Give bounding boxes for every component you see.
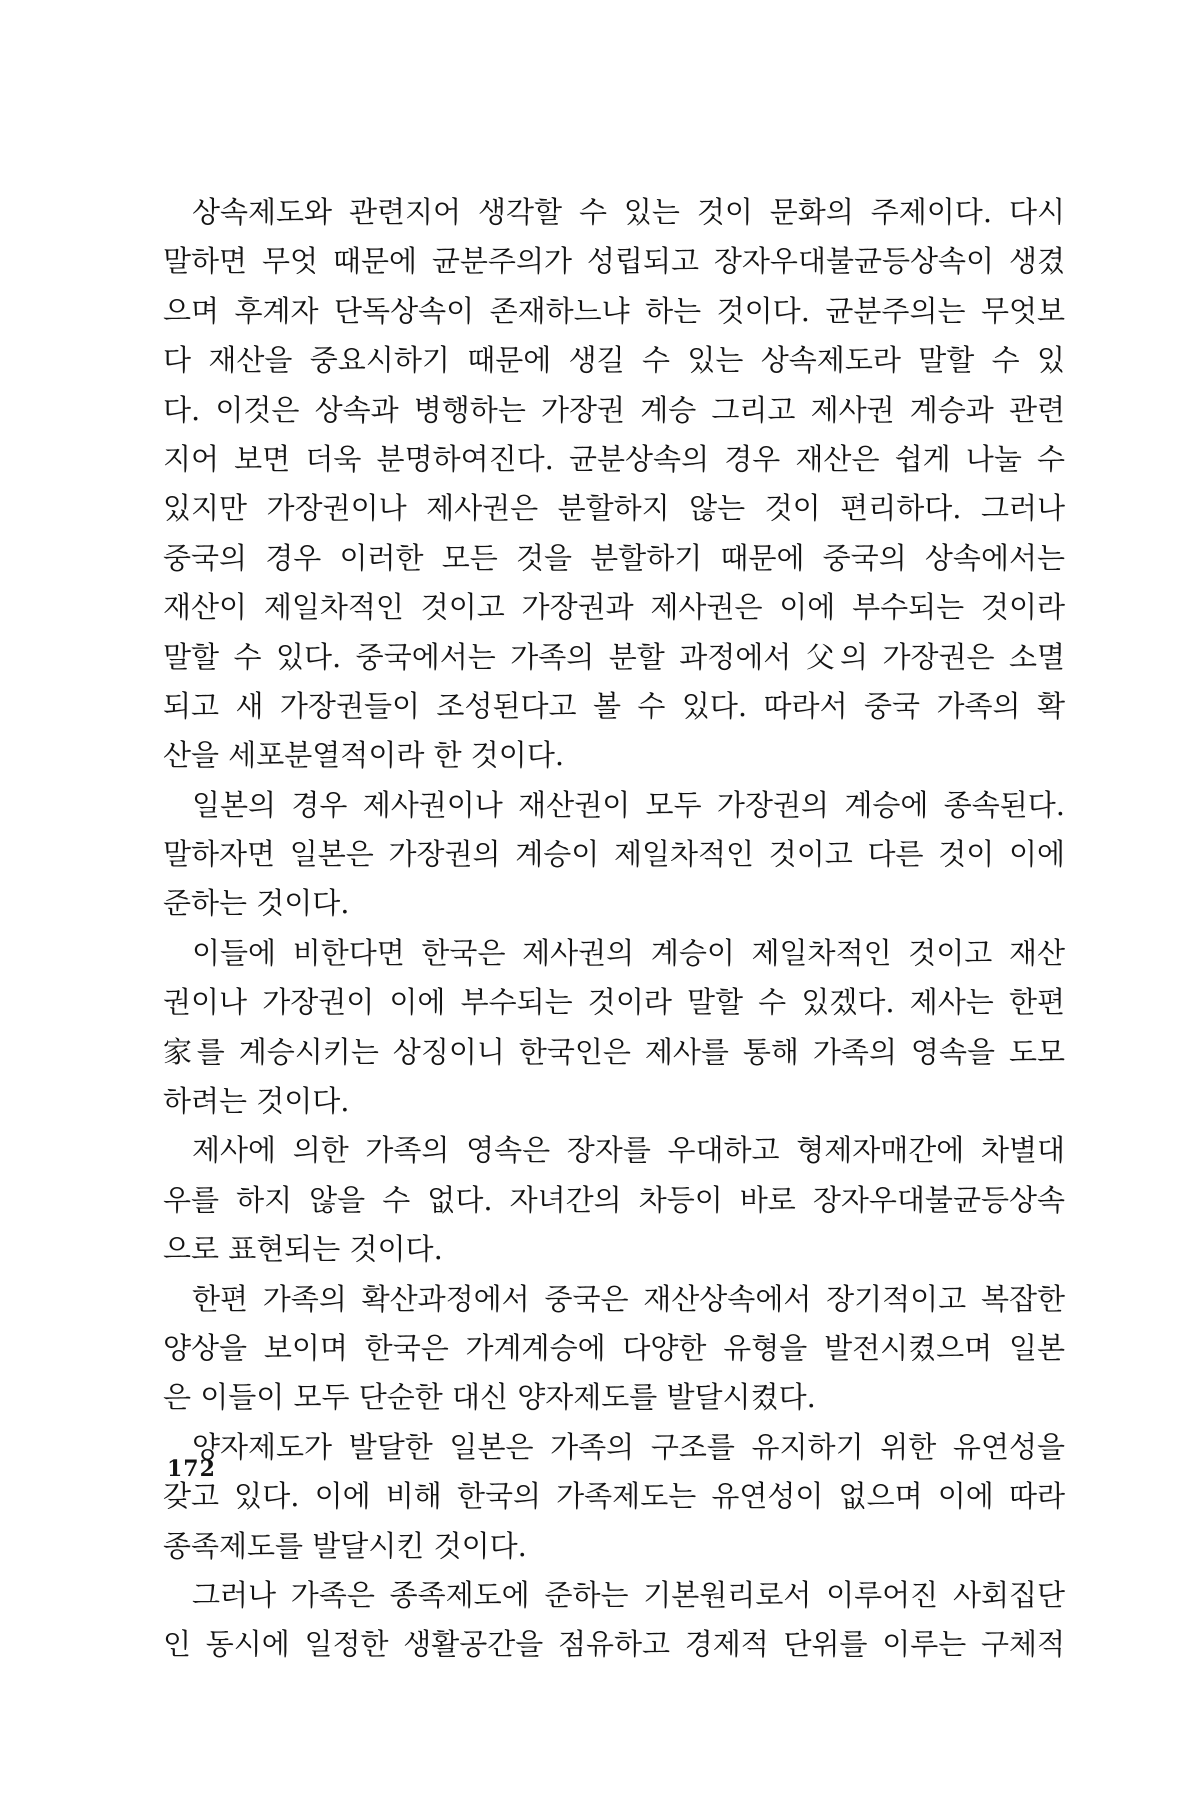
text-line: 말할 수 있다. 중국에서는 가족의 분할 과정에서 父의 가장권은 소멸 — [163, 639, 1065, 674]
text-line: 다. 이것은 상속과 병행하는 가장권 계승 그리고 제사권 계승과 관련 — [163, 392, 1065, 427]
text-line: 우를 하지 않을 수 없다. 자녀간의 차등이 바로 장자우대불균등상속 — [163, 1182, 1065, 1217]
text-line: 재산이 제일차적인 것이고 가장권과 제사권은 이에 부수되는 것이라 — [163, 590, 1065, 625]
text-line: 되고 새 가장권들이 조성된다고 볼 수 있다. 따라서 중국 가족의 확 — [163, 688, 1065, 723]
text-line: 종족제도를 발달시킨 것이다. — [163, 1528, 527, 1563]
text-line: 준하는 것이다. — [163, 886, 350, 921]
text-line: 말하면 무엇 때문에 균분주의가 성립되고 장자우대불균등상속이 생겼 — [163, 244, 1065, 279]
text-line: 으로 표현되는 것이다. — [163, 1232, 443, 1267]
text-line: 으며 후계자 단독상속이 존재하느냐 하는 것이다. 균분주의는 무엇보 — [163, 293, 1065, 328]
text-line: 인 동시에 일정한 생활공간을 점유하고 경제적 단위를 이루는 구체적 — [163, 1627, 1065, 1662]
text-line: 중국의 경우 이러한 모든 것을 분할하기 때문에 중국의 상속에서는 — [163, 540, 1065, 575]
text-line: 이들에 비한다면 한국은 제사권의 계승이 제일차적인 것이고 재산 — [192, 935, 1065, 970]
text-line: 한편 가족의 확산과정에서 중국은 재산상속에서 장기적이고 복잡한 — [192, 1281, 1065, 1316]
text-line: 양자제도가 발달한 일본은 가족의 구조를 유지하기 위한 유연성을 — [192, 1429, 1065, 1464]
text-line: 제사에 의한 가족의 영속은 장자를 우대하고 형제자매간에 차별대 — [192, 1133, 1065, 1168]
text-line: 산을 세포분열적이라 한 것이다. — [163, 738, 565, 773]
text-line: 은 이들이 모두 단순한 대신 양자제도를 발달시켰다. — [163, 1380, 816, 1415]
body-text — [163, 188, 1065, 1670]
text-line: 家를 계승시키는 상징이니 한국인은 제사를 통해 가족의 영속을 도모 — [163, 1034, 1065, 1069]
text-line: 갖고 있다. 이에 비해 한국의 가족제도는 유연성이 없으며 이에 따라 — [163, 1479, 1065, 1514]
text-line: 하려는 것이다. — [163, 1084, 350, 1119]
text-line: 지어 보면 더욱 분명하여진다. 균분상속의 경우 재산은 쉽게 나눌 수 — [163, 441, 1065, 476]
text-line: 권이나 가장권이 이에 부수되는 것이라 말할 수 있겠다. 제사는 한편 — [163, 985, 1065, 1020]
text-line: 다 재산을 중요시하기 때문에 생길 수 있는 상속제도라 말할 수 있 — [163, 343, 1065, 378]
text-line: 양상을 보이며 한국은 가계계승에 다양한 유형을 발전시켰으며 일본 — [163, 1330, 1065, 1365]
text-line: 있지만 가장권이나 제사권은 분할하지 않는 것이 편리하다. 그러나 — [163, 491, 1065, 526]
text-line: 일본의 경우 제사권이나 재산권이 모두 가장권의 계승에 종속된다. — [192, 787, 1065, 822]
text-line: 말하자면 일본은 가장권의 계승이 제일차적인 것이고 다른 것이 이에 — [163, 837, 1065, 872]
text-line: 그러나 가족은 종족제도에 준하는 기본원리로서 이루어진 사회집단 — [192, 1577, 1065, 1612]
text-line: 상속제도와 관련지어 생각할 수 있는 것이 문화의 주제이다. 다시 — [192, 195, 1065, 229]
page-number: 172 — [167, 1456, 216, 1482]
